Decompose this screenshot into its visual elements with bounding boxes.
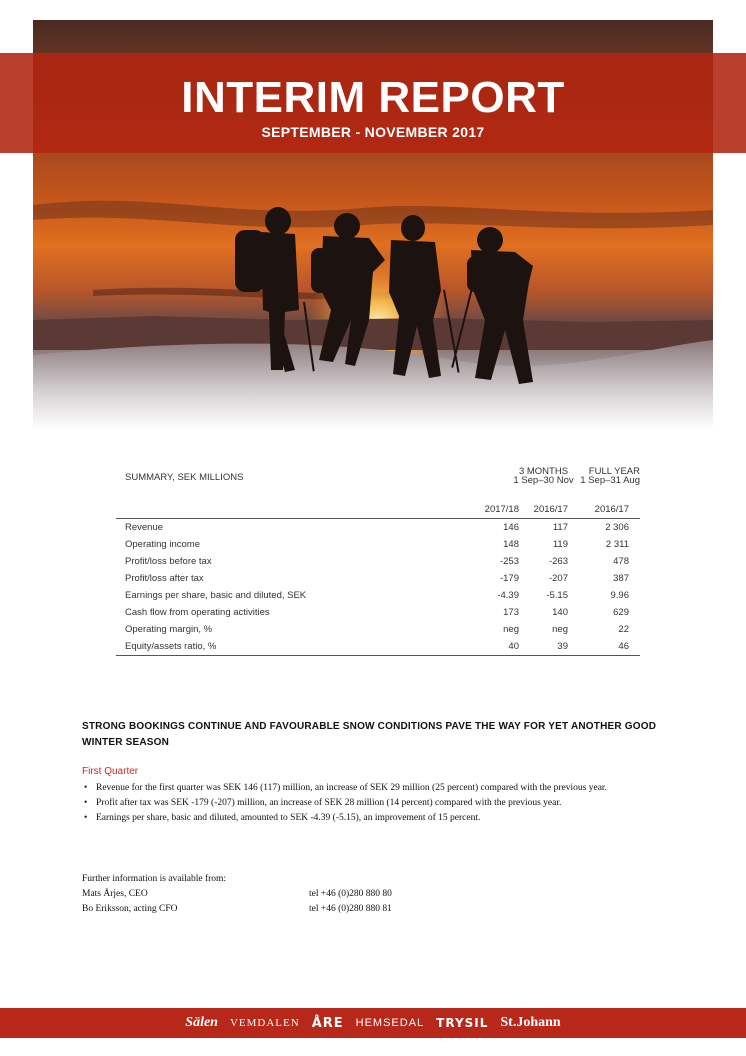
- row-value: -4.39: [497, 590, 519, 601]
- contact-name: Mats Årjes, CEO: [82, 889, 148, 899]
- brand-stjohann-logo: St.Johann: [500, 1015, 561, 1030]
- report-title: INTERIM REPORT: [181, 73, 565, 122]
- table-row: [116, 621, 640, 638]
- row-value: 22: [618, 624, 629, 635]
- brand-vemdalen-logo: VEMDALEN: [229, 1017, 300, 1029]
- contact-phone: tel +46 (0)280 880 81: [309, 904, 392, 914]
- row-value: -263: [548, 556, 568, 567]
- contact-name: Bo Eriksson, acting CFO: [82, 904, 178, 914]
- row-value: 2 311: [605, 539, 629, 550]
- row-value: -179: [499, 573, 519, 584]
- list-item: • Earnings per share, basic and diluted, amounted to SEK -4.39 (-5.15), an improvement of 15 percent.: [82, 811, 702, 826]
- full-year-period: 1 Sep–31 Aug: [580, 475, 640, 486]
- row-label: Equity/assets ratio, %: [125, 641, 217, 652]
- row-label: Profit/loss after tax: [125, 573, 204, 584]
- row-value: 173: [503, 607, 519, 618]
- full-year-title: FULL YEAR: [588, 466, 640, 477]
- row-value: -207: [548, 573, 568, 584]
- row-value: 629: [613, 607, 629, 618]
- row-value: 478: [613, 556, 629, 567]
- three-months-title: 3 MONTHS: [518, 466, 569, 477]
- summary-header: [116, 464, 640, 504]
- brand-logos: [0, 1008, 746, 1038]
- brand-trysil-logo: TRYSIL: [436, 1016, 489, 1030]
- row-value: 146: [503, 522, 519, 533]
- row-value: 46: [618, 641, 629, 652]
- row-value: 40: [508, 641, 519, 652]
- row-label: Operating margin, %: [125, 624, 213, 635]
- row-label: Profit/loss before tax: [125, 556, 212, 567]
- first-quarter-heading: First Quarter: [82, 766, 139, 777]
- contact-info: [82, 872, 502, 917]
- first-quarter-bullets: [82, 781, 702, 826]
- row-label: Cash flow from operating activities: [125, 607, 270, 618]
- row-value: 39: [557, 641, 568, 652]
- row-value: neg: [503, 624, 519, 635]
- table-row: [116, 570, 640, 587]
- row-label: Revenue: [125, 522, 164, 533]
- row-value: 9.96: [610, 590, 629, 601]
- row-value: neg: [552, 624, 568, 635]
- footer-bar: [0, 1008, 746, 1038]
- list-item: • Profit after tax was SEK -179 (-207) million, an increase of SEK 28 million (14 percent) compared with the previous year.: [82, 796, 702, 811]
- row-value: 140: [552, 607, 568, 618]
- contact-row: [82, 887, 502, 902]
- table-row: [116, 553, 640, 570]
- table-row: [116, 587, 640, 604]
- table-row: [116, 536, 640, 553]
- year-col-1: 2017/18: [484, 504, 519, 515]
- row-value: -253: [499, 556, 519, 567]
- row-label: Earnings per share, basic and diluted, SEK: [125, 590, 307, 601]
- row-value: 119: [552, 539, 568, 550]
- year-col-3: 2016/17: [594, 504, 629, 515]
- year-header-row: [116, 504, 640, 519]
- brand-hemsedal-logo: HEMSEDAL: [355, 1017, 425, 1029]
- row-value: 117: [552, 522, 568, 533]
- table-row: [116, 604, 640, 621]
- three-months-period: 1 Sep–30 Nov: [513, 475, 574, 486]
- brand-are-logo: ÅRE: [311, 1015, 344, 1031]
- row-value: 2 306: [605, 522, 629, 533]
- table-row: [116, 638, 640, 656]
- contact-intro: Further information is available from:: [82, 874, 227, 884]
- summary-table: [116, 464, 640, 656]
- summary-label: SUMMARY, SEK MILLIONS: [125, 472, 244, 483]
- year-col-2: 2016/17: [533, 504, 568, 515]
- contact-row: [82, 902, 502, 917]
- report-period: SEPTEMBER - NOVEMBER 2017: [261, 124, 485, 140]
- brand-salen-logo: Sälen: [185, 1015, 218, 1030]
- row-value: 148: [503, 539, 519, 550]
- headline: STRONG BOOKINGS CONTINUE AND FAVOURABLE SNOW CONDITIONS PAVE THE WAY FOR YET ANOTHER GOOD WINTER SEASON: [82, 721, 657, 748]
- contact-phone: tel +46 (0)280 880 80: [309, 889, 392, 899]
- row-label: Operating income: [125, 539, 200, 550]
- table-row: [116, 519, 640, 536]
- row-value: -5.15: [546, 590, 568, 601]
- list-item: • Revenue for the first quarter was SEK 146 (117) million, an increase of SEK 29 million (25 percent) compared with the previous year.: [82, 781, 702, 796]
- full-year-header: [576, 467, 640, 485]
- row-value: 387: [613, 573, 629, 584]
